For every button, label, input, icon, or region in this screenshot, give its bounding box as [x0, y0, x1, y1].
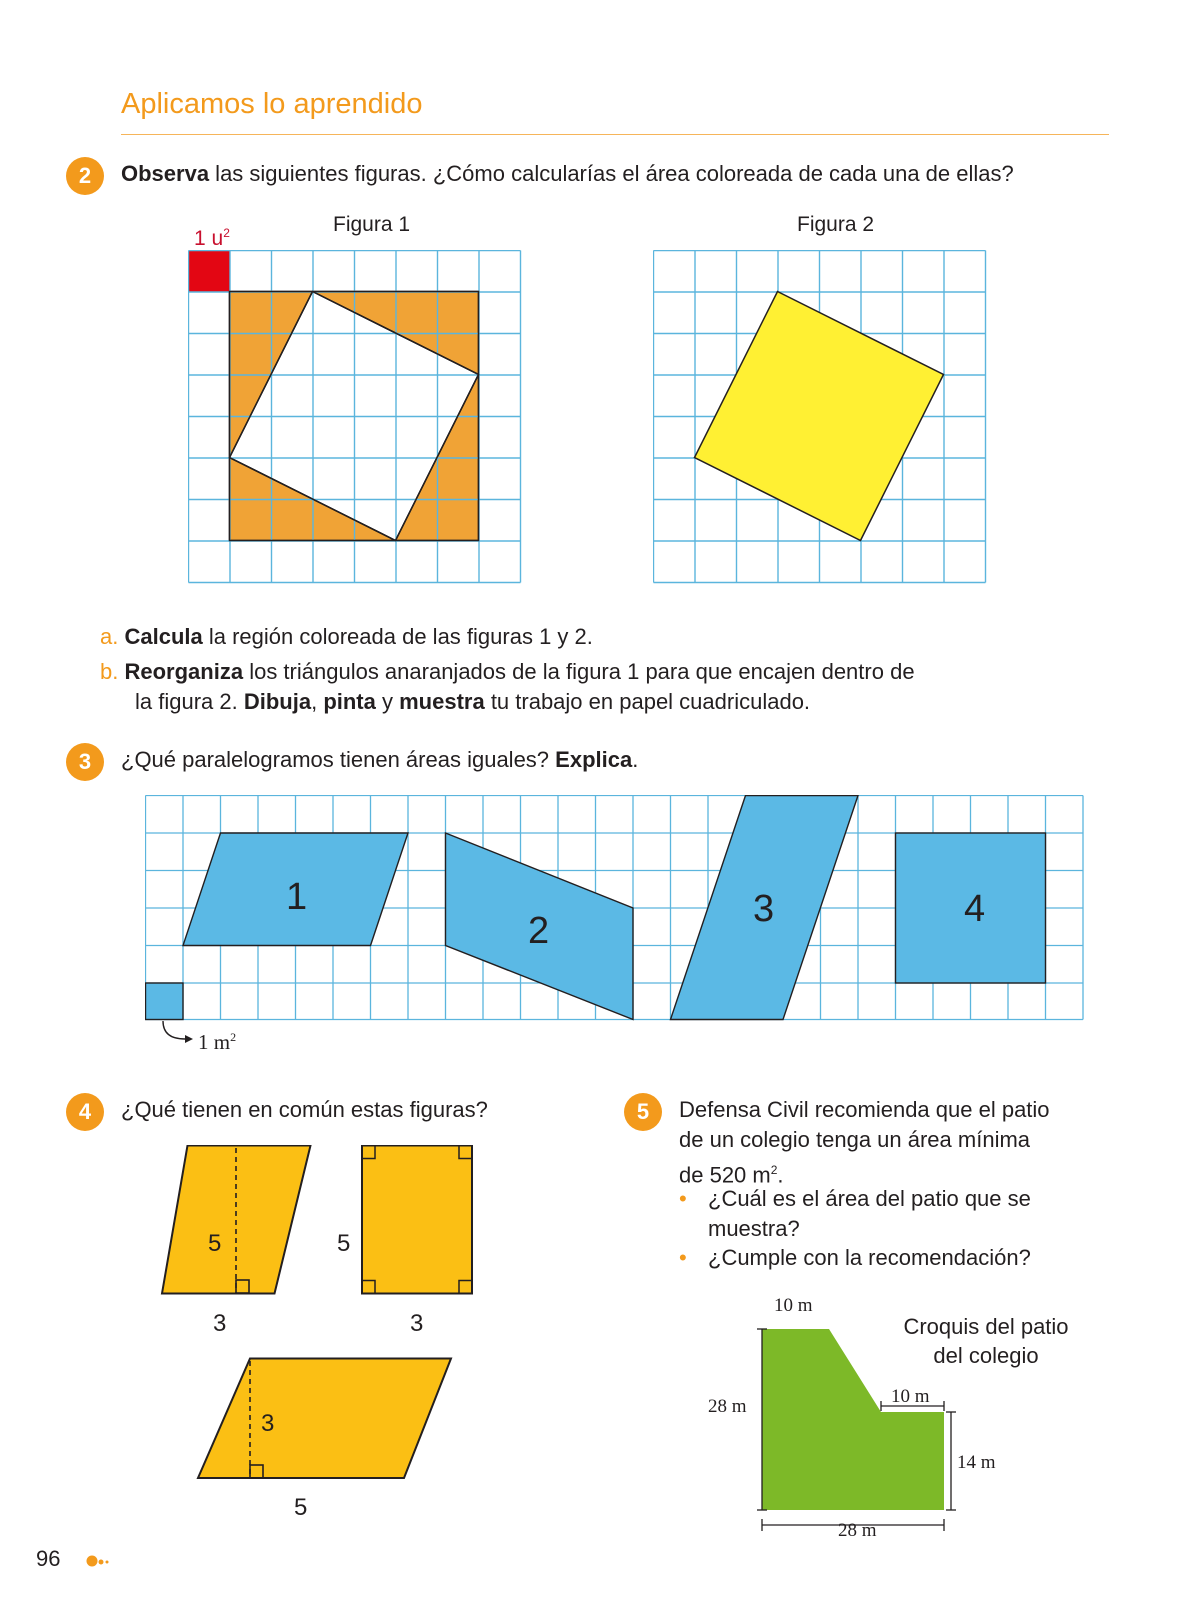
unit-square-blue — [146, 983, 184, 1020]
sketch-title-line-1: Croquis del patio — [903, 1314, 1069, 1339]
bullet-1-dot: • — [679, 1186, 687, 1211]
question-5-badge: 5 — [624, 1093, 662, 1131]
item-b-line-1: b. Reorganiza los triángulos anaranjados de la figura 1 para que encajen dentro de — [100, 659, 915, 684]
q2-bold-verb: Observa — [121, 161, 210, 186]
item-b-line-2: la figura 2. Dibuja, pinta y muestra tu trabajo en papel cuadriculado. — [135, 689, 811, 714]
fig-c-height: 3 — [261, 1410, 275, 1437]
question-3-badge: 3 — [66, 743, 104, 781]
fig-a-base: 3 — [213, 1310, 227, 1337]
unit-square-label: 1 $u^2$ — [194, 226, 230, 250]
page-number: 96 — [36, 1546, 61, 1571]
fig-a-height: 5 — [208, 1230, 222, 1257]
dim-bottom-label: 28 m — [838, 1520, 877, 1541]
page-dots-icon — [86, 1554, 112, 1568]
question-4-badge: 4 — [66, 1093, 104, 1131]
figure-2-grid — [653, 250, 989, 586]
q4-parallelogram-c — [198, 1359, 451, 1479]
bullet-1-line-1: ¿Cuál es el área del patio que se — [708, 1186, 1031, 1211]
square-4-label: 4 — [964, 888, 986, 930]
parallelogram-2-label: 2 — [528, 910, 550, 952]
q2-body: las siguientes figuras. ¿Cómo calcularías el área coloreada de cada una de ellas? — [209, 161, 1014, 186]
section-title: Aplicamos lo aprendido — [121, 88, 423, 120]
question-3-text: ¿Qué paralelogramos tienen áreas iguales? Explica. — [121, 747, 639, 772]
bullet-2-dot: • — [679, 1245, 687, 1270]
figure-2-caption: Figura 2 — [797, 213, 875, 236]
unit-square-red — [189, 251, 230, 292]
bullet-1-line-2: muestra? — [708, 1216, 800, 1241]
parallelogram-1-label: 1 — [286, 876, 308, 918]
title-divider — [121, 134, 1109, 135]
question-5-line-3: de 520 $m^2$. — [679, 1162, 784, 1188]
dim-top-label: 10 m — [774, 1295, 813, 1316]
question-5-line-1: Defensa Civil recomienda que el patio — [679, 1097, 1050, 1122]
item-a: a. Calcula la región coloreada de las figuras 1 y 2. — [100, 624, 593, 649]
question-4-figures — [150, 1145, 480, 1515]
question-2-text — [121, 159, 1121, 189]
patio-shape — [762, 1329, 944, 1510]
fig-c-base: 5 — [294, 1494, 308, 1521]
fig-b-base: 3 — [410, 1310, 424, 1337]
bullet-2-text: ¿Cumple con la recomendación? — [708, 1245, 1031, 1270]
figure-1-caption: Figura 1 — [333, 213, 411, 236]
dim-right-label: 14 m — [957, 1452, 996, 1473]
patio-sketch — [755, 1320, 970, 1542]
figure-2-yellow-square — [695, 292, 944, 541]
sketch-title-line-2: del colegio — [933, 1343, 1039, 1368]
q4-rectangle-b — [362, 1146, 472, 1294]
fig-b-height: 5 — [337, 1230, 351, 1257]
dim-left-label: 28 m — [708, 1396, 747, 1417]
unit-m2-label: 1 $m^2$ — [198, 1030, 237, 1054]
parallelograms-grid — [145, 795, 1085, 1045]
parallelogram-3-label: 3 — [753, 888, 775, 930]
question-2-badge: 2 — [66, 157, 104, 195]
dim-mid-label: 10 m — [891, 1386, 930, 1407]
question-4-text: ¿Qué tienen en común estas figuras? — [121, 1097, 488, 1122]
figure-1-grid — [188, 250, 524, 586]
question-5-line-2: de un colegio tenga un área mínima — [679, 1127, 1031, 1152]
unit-arrow — [163, 1021, 185, 1039]
